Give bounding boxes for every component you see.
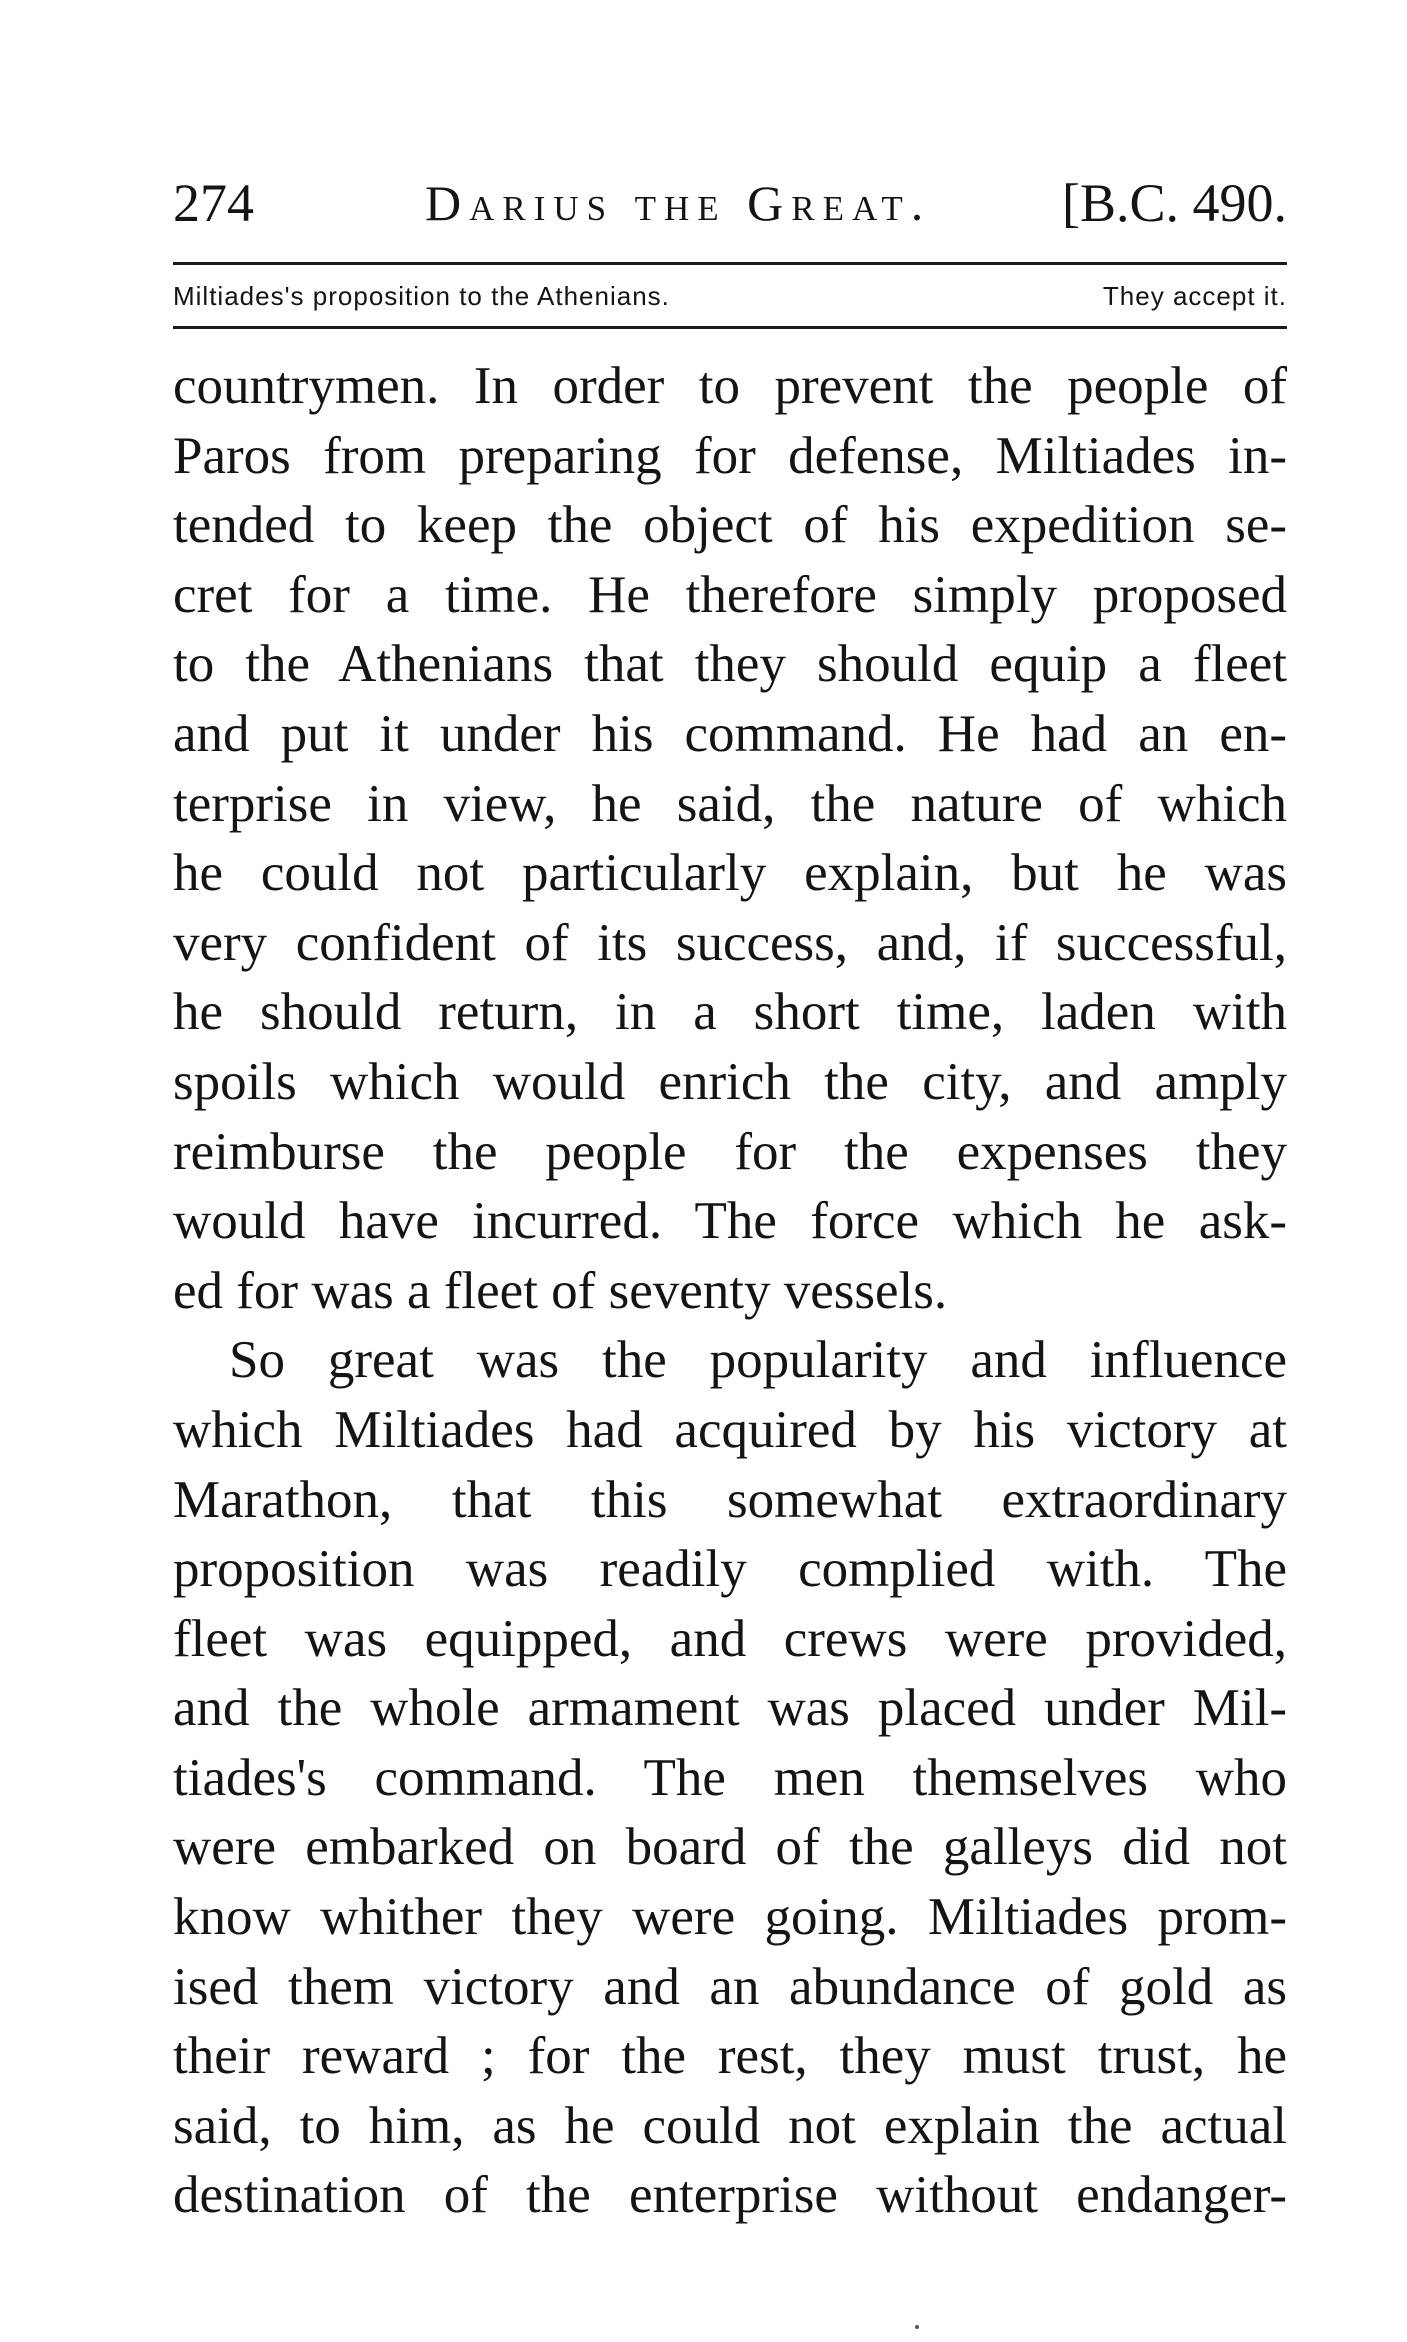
text-line: So great was the popularity and influence bbox=[229, 1331, 1287, 1390]
text-line: terprise in view, he said, the nature of which bbox=[173, 774, 1287, 833]
header-rule-bottom bbox=[173, 326, 1287, 329]
text-line: tiades's command. The men themselves who bbox=[173, 1748, 1287, 1807]
text-line: cret for a time. He therefore simply proposed bbox=[173, 565, 1287, 624]
text-line: ised them victory and an abundance of gold as bbox=[173, 1957, 1287, 2016]
running-head bbox=[173, 168, 1287, 238]
text-line: proposition was readily complied with. The bbox=[173, 1540, 1287, 1599]
print-speck bbox=[915, 2325, 919, 2329]
text-line: ed for was a fleet of seventy vessels. bbox=[173, 1261, 948, 1320]
text-line: destination of the enterprise without endanger- bbox=[173, 2166, 1287, 2225]
book-title: Darius the Great. bbox=[425, 175, 932, 231]
text-line: spoils which would enrich the city, and amply bbox=[173, 1052, 1287, 1111]
text-line: which Miltiades had acquired by his victory at bbox=[173, 1400, 1287, 1459]
text-line: said, to him, as he could not explain the actual bbox=[173, 2096, 1287, 2155]
header-rule-top bbox=[173, 262, 1287, 265]
date-label: [B.C. 490. bbox=[1061, 173, 1287, 233]
body-text bbox=[173, 352, 1287, 2231]
text-line: and put it under his command. He had an en- bbox=[173, 704, 1287, 763]
text-line: he could not particularly explain, but he was bbox=[173, 844, 1287, 903]
text-line: their reward ; for the rest, they must trust, he bbox=[173, 2027, 1287, 2086]
page-number: 274 bbox=[173, 173, 254, 233]
text-line: know whither they were going. Miltiades prom- bbox=[173, 1888, 1287, 1947]
text-line: he should return, in a short time, laden with bbox=[173, 983, 1287, 1042]
subheader-left: Miltiades's proposition to the Athenians. bbox=[173, 281, 670, 311]
text-line: Marathon, that this somewhat extraordinary bbox=[173, 1470, 1287, 1529]
text-line: and the whole armament was placed under Mil- bbox=[173, 1679, 1287, 1738]
text-line: Paros from preparing for defense, Miltiades in- bbox=[173, 426, 1287, 485]
subheader-right: They accept it. bbox=[1102, 281, 1287, 311]
text-line: to the Athenians that they should equip a fleet bbox=[173, 635, 1287, 694]
text-line: fleet was equipped, and crews were provided, bbox=[173, 1609, 1287, 1668]
text-line: very confident of its success, and, if successful, bbox=[173, 913, 1287, 972]
text-line: tended to keep the object of his expedition se- bbox=[173, 496, 1287, 555]
section-subheader bbox=[173, 272, 1287, 320]
text-line: would have incurred. The force which he ask- bbox=[173, 1192, 1287, 1251]
text-line: countrymen. In order to prevent the people of bbox=[173, 357, 1287, 415]
text-line: were embarked on board of the galleys did not bbox=[173, 1818, 1287, 1877]
text-line: reimburse the people for the expenses they bbox=[173, 1122, 1287, 1181]
